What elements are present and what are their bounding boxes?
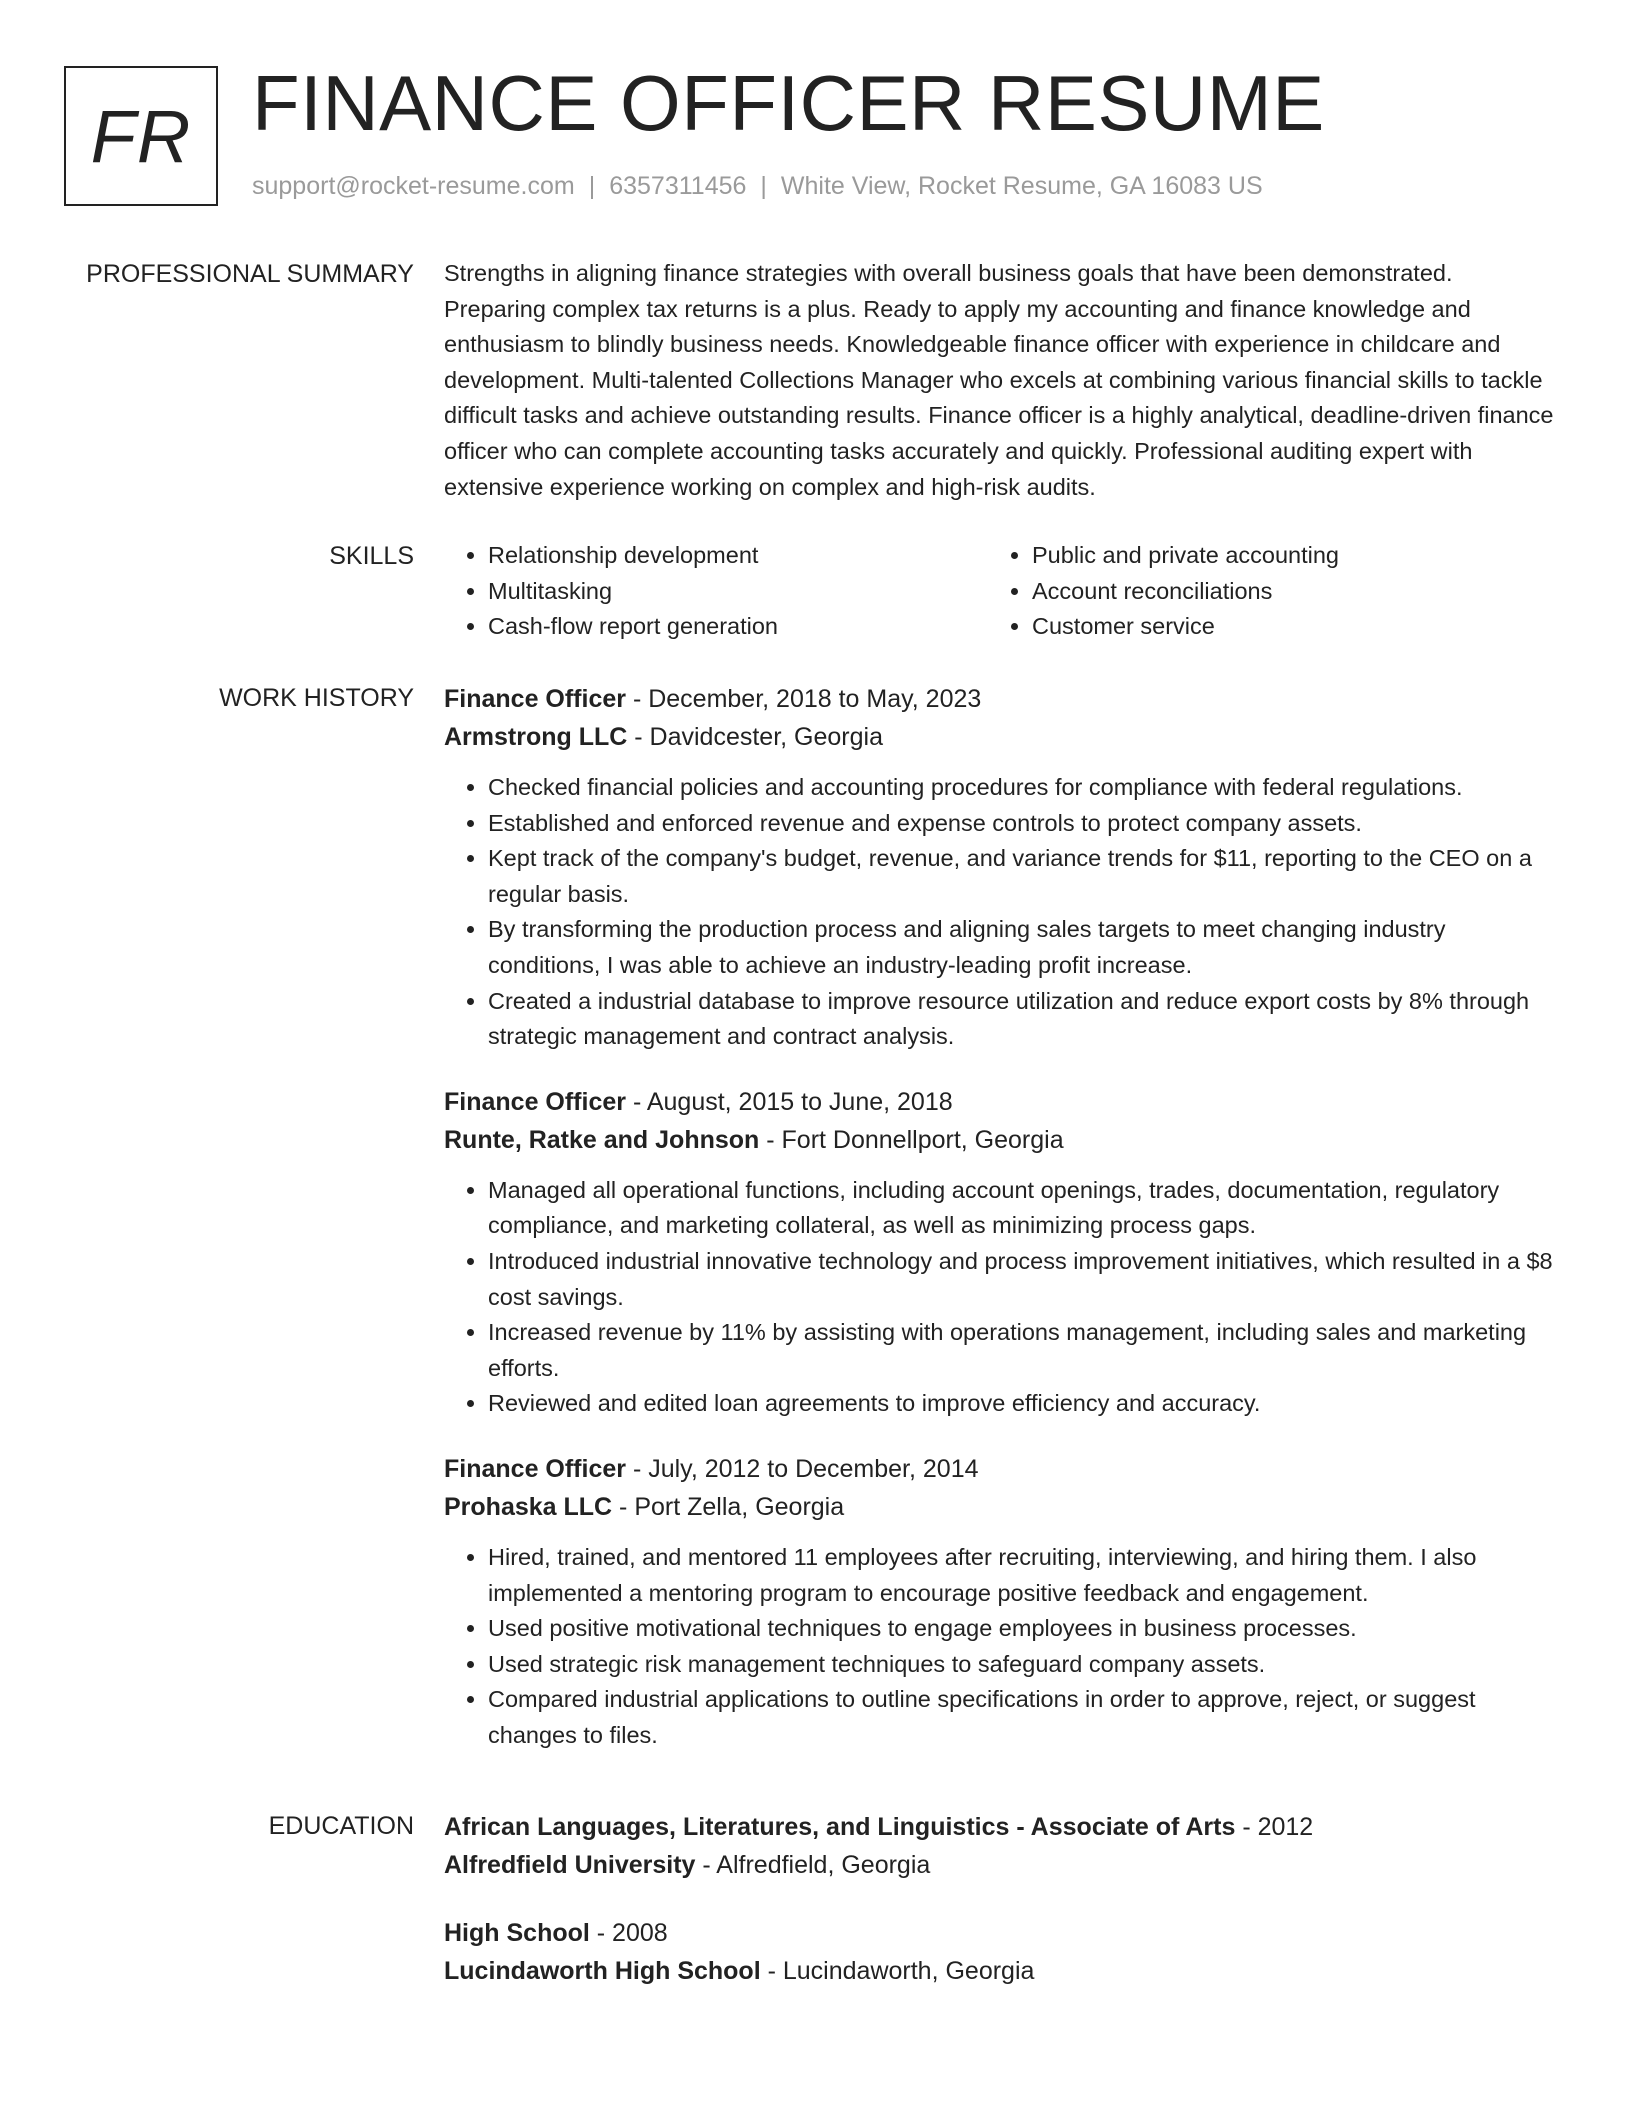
job-title: Finance Officer [444,685,626,713]
education-school: Alfredfield University [444,1851,696,1879]
job-company-line [444,718,1554,756]
job-dates: - December, 2018 to May, 2023 [626,685,982,713]
monogram-initials: FR [90,94,192,178]
education-degree-line [444,1808,1554,1846]
summary-text: Strengths in aligning finance strategies with overall business goals that have been demonstrated. Preparing complex tax returns is a plus. Ready to apply my accounting and finance knowledge and enthusiasm to blindly business needs. Knowledgeable finance officer with experience in childcare and development. Multi-talented Collections Manager who excels at combining various financial skills to tackle difficult tasks and achieve outstanding results. Finance officer is a highly analytical, deadline-driven finance officer who can complete accounting tasks accurately and quickly. Professional auditing expert with extensive experience working on complex and high-risk audits. [444,260,1554,500]
education-entry [444,1914,1554,1990]
job-bullet: • Checked financial policies and accounting procedures for compliance with federal regulations. [488,770,1554,806]
skill-item: • Public and private accounting [1032,538,1532,574]
contact-separator: | [760,172,767,200]
job-dates: - August, 2015 to June, 2018 [626,1087,953,1116]
job-bullet: • Established and enforced revenue and expense controls to protect company assets. [488,806,1554,842]
page-title: FINANCE OFFICER RESUME [252,59,1325,147]
job-bullet: • Introduced industrial innovative technology and process improvement initiatives, which resulted in a $8 cost savings. [488,1244,1554,1315]
skill-item: • Account reconciliations [1032,574,1532,610]
summary-body [444,256,1554,505]
job-bullet: • Reviewed and edited loan agreements to improve efficiency and accuracy. [488,1386,1554,1422]
job-title-line [444,680,1554,718]
education-degree: High School [444,1919,590,1947]
job-entry [444,680,1554,1055]
job-company-line [444,1488,1554,1526]
education-location: - Alfredfield, Georgia [695,1851,931,1879]
work-history-body [444,680,1554,1753]
job-bullet: • Kept track of the company's budget, revenue, and variance trends for $11, reporting to the CEO on a regular basis. [488,841,1554,912]
job-company: Runte, Ratke and Johnson [444,1125,760,1154]
education-school: Lucindaworth High School [444,1957,761,1985]
job-bullets [444,770,1554,1055]
education-year: - 2012 [1235,1813,1314,1841]
job-company-line [444,1121,1554,1159]
job-bullet: • Created a industrial database to improve resource utilization and reduce export costs by 8% through strategic management and contract analysis. [488,984,1554,1055]
job-bullet: • Managed all operational functions, including account openings, trades, documentation, regulatory compliance, and marketing collateral, as well as minimizing process gaps. [488,1173,1554,1244]
skill-item: • Multitasking [488,574,988,610]
work-history-heading: WORK HISTORY [219,684,414,712]
job-title: Finance Officer [444,1454,626,1483]
job-company: Prohaska LLC [444,1492,613,1521]
contact-email[interactable]: support@rocket-resume.com [252,172,575,200]
job-title-line [444,1450,1554,1488]
job-entry [444,1083,1554,1422]
contact-phone[interactable]: 6357311456 [609,172,747,200]
skills-column-right [988,538,1532,645]
education-location: - Lucindaworth, Georgia [760,1957,1035,1985]
education-heading: EDUCATION [268,1812,414,1840]
job-bullet: • Increased revenue by 11% by assisting with operations management, including sales and marketing efforts. [488,1315,1554,1386]
education-entry [444,1808,1554,1884]
job-location: - Fort Donnellport, Georgia [759,1125,1064,1154]
job-location: - Davidcester, Georgia [627,723,883,751]
job-bullet: • By transforming the production process and aligning sales targets to meet changing industry conditions, I was able to achieve an industry-leading profit increase. [488,912,1554,983]
job-dates: - July, 2012 to December, 2014 [626,1454,979,1483]
contact-line [252,172,1263,201]
skill-item: • Customer service [1032,609,1532,645]
education-degree-line [444,1914,1554,1952]
skill-item: • Cash-flow report generation [488,609,988,645]
summary-heading: PROFESSIONAL SUMMARY [86,260,414,288]
job-bullets [444,1173,1554,1422]
education-year: - 2008 [589,1919,668,1947]
job-bullet: • Compared industrial applications to outline specifications in order to approve, reject, or suggest changes to files. [488,1682,1554,1753]
job-title-line [444,1083,1554,1121]
education-degree: African Languages, Literatures, and Linguistics - Associate of Arts [444,1813,1236,1841]
job-bullet: • Used positive motivational techniques to engage employees in business processes. [488,1611,1554,1647]
skills-heading: SKILLS [329,542,414,570]
skills-column-left [444,538,988,645]
job-bullet: • Used strategic risk management techniques to safeguard company assets. [488,1647,1554,1683]
skill-item: • Relationship development [488,538,988,574]
skills-list [444,538,1554,645]
education-school-line [444,1846,1554,1884]
job-bullet: • Hired, trained, and mentored 11 employees after recruiting, interviewing, and hiring them. I also implemented a mentoring program to encourage positive feedback and engagement. [488,1540,1554,1611]
job-location: - Port Zella, Georgia [612,1492,845,1521]
education-school-line [444,1952,1554,1990]
job-title: Finance Officer [444,1087,626,1116]
job-bullets [444,1540,1554,1754]
monogram-box [64,66,218,206]
contact-address: White View, Rocket Resume, GA 16083 US [780,172,1263,200]
contact-separator: | [588,172,596,200]
job-company: Armstrong LLC [444,723,628,751]
education-body [444,1808,1554,1990]
job-entry [444,1450,1554,1754]
